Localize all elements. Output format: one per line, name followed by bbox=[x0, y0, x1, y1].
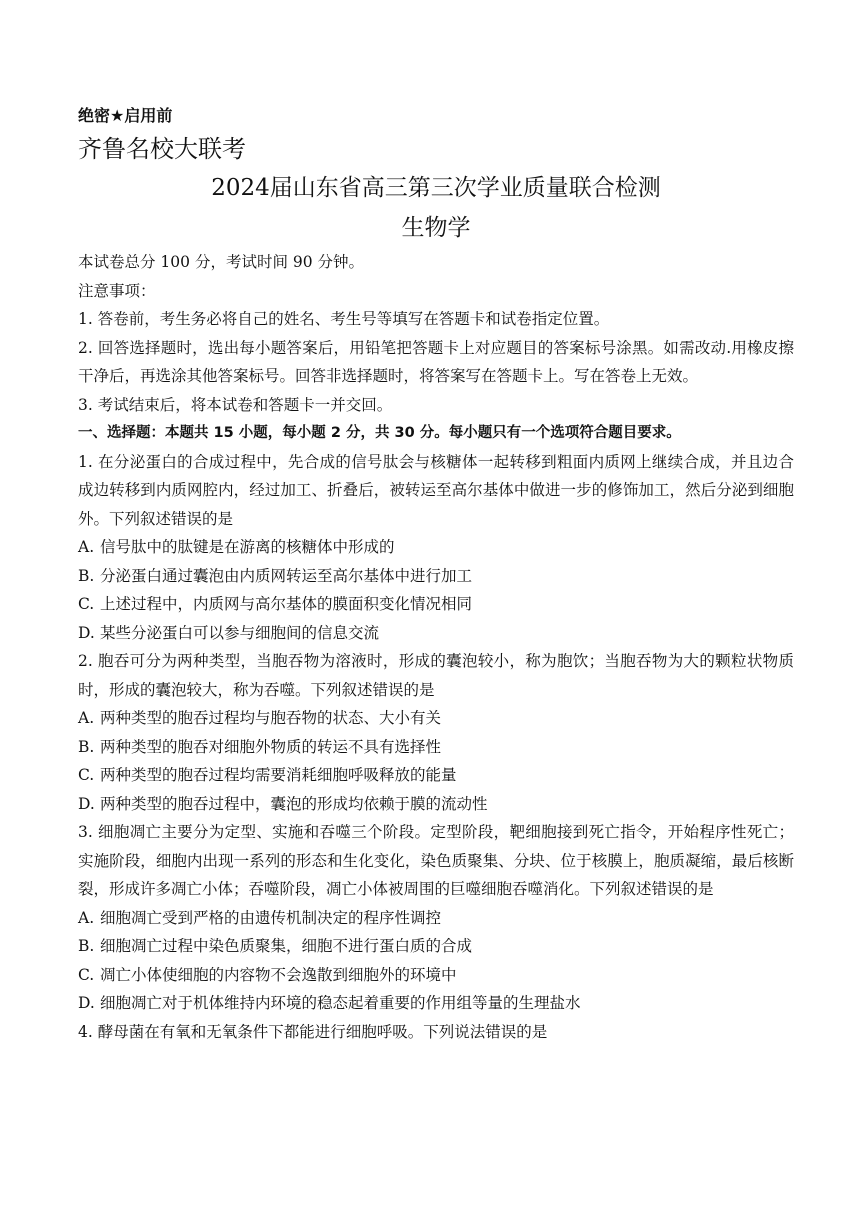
option bbox=[78, 989, 794, 1018]
option-text: 两种类型的胞吞过程均需要消耗细胞呼吸释放的能量 bbox=[100, 766, 457, 784]
option-letter: B. bbox=[78, 937, 95, 955]
option-text: 细胞凋亡对于机体维持内环境的稳态起着重要的作用组等量的生理盐水 bbox=[100, 994, 581, 1012]
note-item: 1. 答卷前，考生务必将自己的姓名、考生号等填写在答题卡和试卷指定位置。 bbox=[78, 310, 610, 328]
confidential-label: 绝密★启用前 bbox=[78, 106, 173, 125]
option-letter: B. bbox=[78, 737, 95, 756]
option bbox=[78, 904, 794, 933]
option-text: 细胞凋亡受到严格的由遗传机制决定的程序性调控 bbox=[100, 908, 442, 927]
option-letter: A. bbox=[78, 538, 95, 556]
option bbox=[78, 562, 794, 591]
option-letter: B. bbox=[78, 566, 95, 585]
note-item: 3. 考试结束后，将本试卷和答题卡一并交回。 bbox=[78, 395, 393, 414]
question-stem: 4. 酵母菌在有氧和无氧条件下都能进行细胞呼吸。下列说法错误的是 bbox=[78, 1022, 548, 1041]
option bbox=[78, 619, 794, 648]
option-text: 信号肽中的肽键是在游离的核糖体中形成的 bbox=[100, 538, 395, 556]
option-text: 上述过程中，内质网与高尔基体的膜面积变化情况相同 bbox=[100, 595, 473, 613]
option bbox=[78, 761, 794, 790]
option-letter: C. bbox=[78, 965, 95, 984]
option-letter: A. bbox=[78, 908, 95, 927]
question-stem: 3. 细胞凋亡主要分为定型、实施和吞噬三个阶段。定型阶段，靶细胞接到死亡指令，开始程序性死亡；实施阶段，细胞内出现一系列的形态和生化变化，染色质聚集、分块、位于核膜上，胞质凝缩，最后核断裂，形成许多凋亡小体；吞噬阶段，凋亡小体被周围的巨噬细胞吞噬消化。下列叙述错误的是 bbox=[78, 823, 794, 898]
option-text: 两种类型的胞吞过程中，囊泡的形成均依赖于膜的流动性 bbox=[100, 794, 488, 813]
note-item: 2. 回答选择题时，选出每小题答案后，用铅笔把答题卡上对应题目的答案标号涂黑。如需改动.用橡皮擦干净后，再选涂其他答案标号。回答非选择题时，将答案写在答题卡上。写在答卷上无效。 bbox=[78, 338, 794, 385]
exam-summary: 本试卷总分 100 分，考试时间 90 分钟。 bbox=[78, 253, 365, 271]
question-stem: 1. 在分泌蛋白的合成过程中，先合成的信号肽会与核糖体一起转移到粗面内质网上继续合成，并且边合成边转移到内质网腔内，经过加工、折叠后，被转运至高尔基体中做进一步的修饰加工，然后分泌到细胞外。下列叙述错误的是 bbox=[78, 452, 794, 528]
option-letter: D. bbox=[78, 994, 95, 1012]
option-text: 两种类型的胞吞对细胞外物质的转运不具有选择性 bbox=[100, 737, 442, 756]
option bbox=[78, 932, 794, 961]
exam-title: 2024届山东省高三第三次学业质量联合检测 bbox=[211, 175, 661, 201]
exam-page bbox=[78, 104, 794, 1046]
option bbox=[78, 704, 794, 733]
option bbox=[78, 961, 794, 990]
option-letter: C. bbox=[78, 766, 95, 784]
option-letter: C. bbox=[78, 595, 95, 613]
option bbox=[78, 733, 794, 762]
option-letter: D. bbox=[78, 623, 95, 642]
option-text: 某些分泌蛋白可以参与细胞间的信息交流 bbox=[100, 623, 380, 642]
option bbox=[78, 533, 794, 562]
option-text: 两种类型的胞吞过程均与胞吞物的状态、大小有关 bbox=[100, 709, 442, 727]
option-text: 凋亡小体使细胞的内容物不会逸散到细胞外的环境中 bbox=[100, 965, 457, 984]
section-heading: 一、选择题：本题共 15 小题，每小题 2 分，共 30 分。每小题只有一个选项符合题目要求。 bbox=[78, 425, 681, 441]
notes-title: 注意事项： bbox=[78, 281, 156, 300]
option-letter: D. bbox=[78, 794, 95, 813]
organization-name: 齐鲁名校大联考 bbox=[78, 135, 246, 163]
option-text: 细胞凋亡过程中染色质聚集，细胞不进行蛋白质的合成 bbox=[100, 937, 473, 955]
subject-title: 生物学 bbox=[401, 215, 471, 241]
question-stem: 2. 胞吞可分为两种类型，当胞吞物为溶液时，形成的囊泡较小，称为胞饮；当胞吞物为大的颗粒状物质时，形成的囊泡较大，称为吞噬。下列叙述错误的是 bbox=[78, 652, 794, 699]
option bbox=[78, 790, 794, 819]
option bbox=[78, 590, 794, 619]
option-text: 分泌蛋白通过囊泡由内质网转运至高尔基体中进行加工 bbox=[100, 566, 473, 585]
option-letter: A. bbox=[78, 709, 95, 727]
